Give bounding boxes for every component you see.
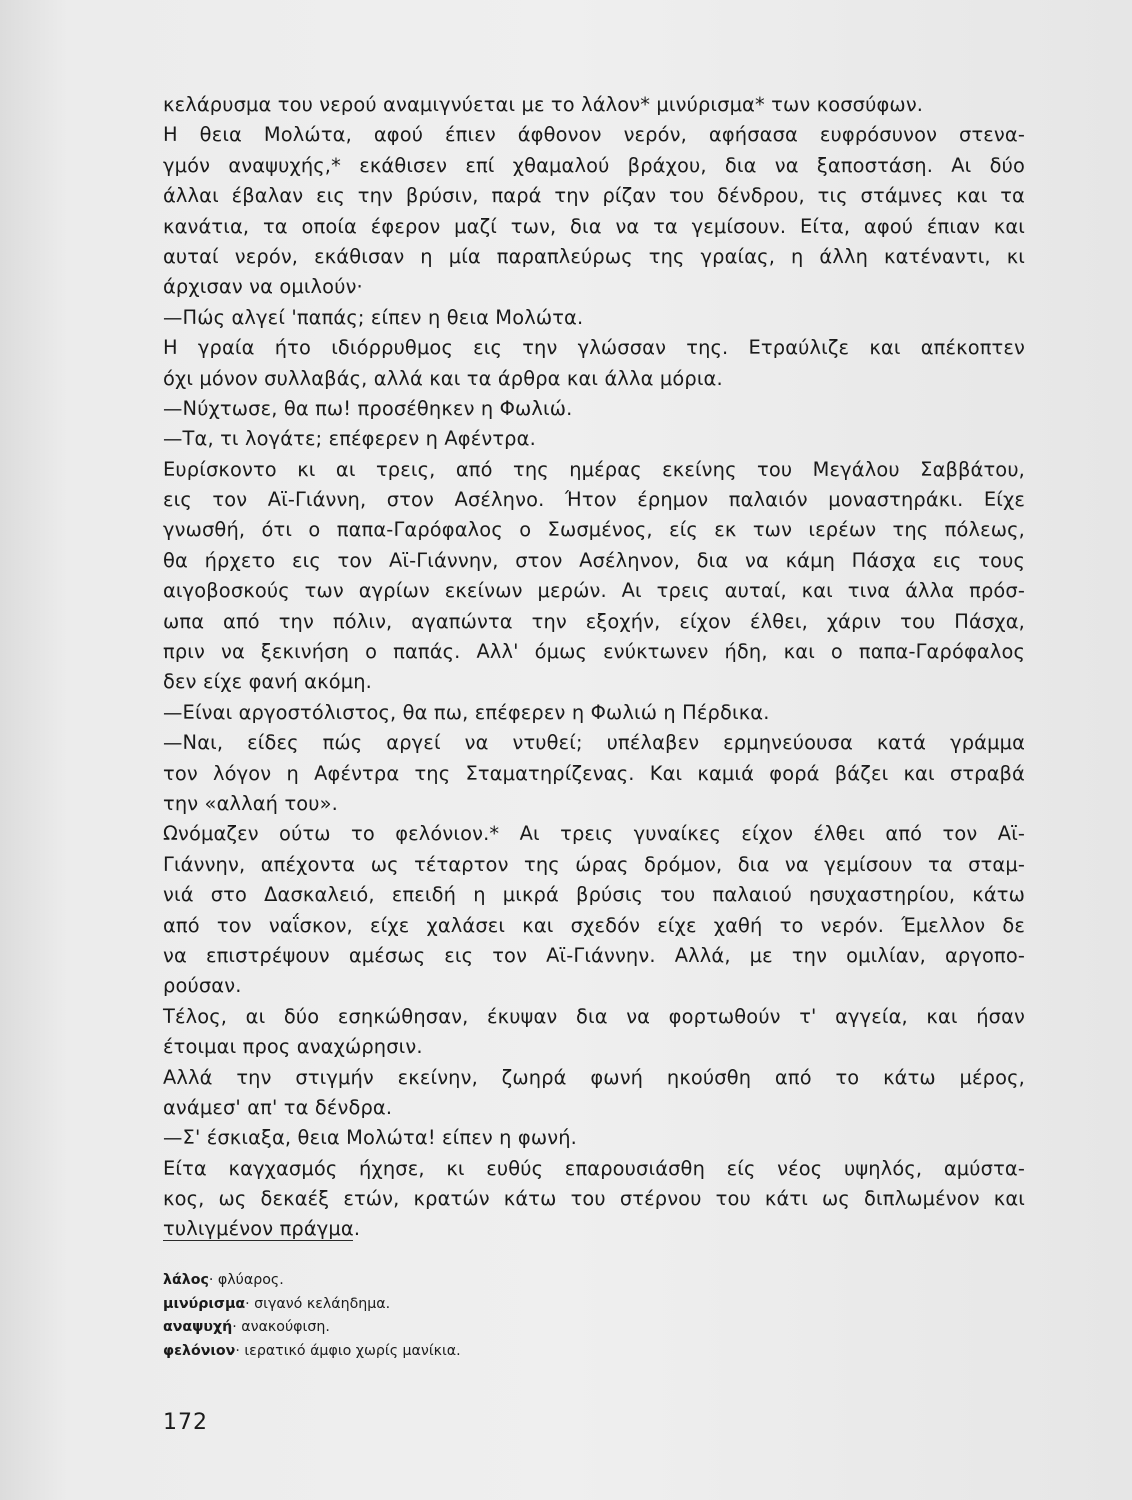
text-line: θα ήρχετο εις τον Αϊ-Γιάννην, στον Ασέληνον, δια να κάμη Πάσχα εις τους xyxy=(163,548,1025,572)
text-line: —Πώς αλγεί 'παπάς; είπεν η θεια Μολώτα. xyxy=(163,305,584,329)
footnote-separator: · xyxy=(208,1272,218,1288)
footnote-term: φελόνιον xyxy=(163,1342,236,1359)
text-line: γνωσθή, ότι ο παπα-Γαρόφαλος ο Σωσμένος, είς εκ των ιερέων της πόλεως, xyxy=(163,518,1025,542)
footnote-definition: σιγανό κελάηδημα. xyxy=(254,1295,391,1312)
text-line: αυταί νερόν, εκάθισαν η μία παραπλεύρως της γραίας, η άλλη κατέναντι, κι xyxy=(163,244,1025,268)
text-line: από τον ναΐσκον, είχε χαλάσει και σχεδόν είχε χαθή το νερόν. Έμελλον δε xyxy=(163,913,1025,937)
text-line: Αλλά την στιγμήν εκείνην, ζωηρά φωνή ηκούσθη από το κάτω μέρος, xyxy=(163,1065,1025,1089)
text-line: —Τα, τι λογάτε; επέφερεν η Αφέντρα. xyxy=(163,427,536,451)
text-line: —Νύχτωσε, θα πω! προσέθηκεν η Φωλιώ. xyxy=(163,396,573,420)
text-line: γμόν αναψυχής,* εκάθισεν επί χθαμαλού βράχου, δια να ξαποστάση. Αι δύο xyxy=(163,153,1025,177)
text-line: κος, ως δεκαέξ ετών, κρατών κάτω του στέρνου του κάτι ως διπλωμένον και xyxy=(163,1187,1025,1211)
text-line: Είτα καγχασμός ήχησε, κι ευθύς επαρουσιάσθη είς νέος υψηλός, αμύστα- xyxy=(163,1156,1025,1180)
footnote xyxy=(163,1269,763,1293)
footnote xyxy=(163,1316,763,1340)
footnotes xyxy=(163,1269,763,1363)
text-line: Ευρίσκοντο κι αι τρεις, από της ημέρας εκείνης του Μεγάλου Σαββάτου, xyxy=(163,457,1025,481)
text-line: πριν να ξεκινήση ο παπάς. Αλλ' όμως ενύκτωνεν ήδη, και ο παπα-Γαρόφαλος xyxy=(163,640,1025,664)
text-line: Η θεια Μολώτα, αφού έπιεν άφθονον νερόν, αφήσασα ευφρόσυνον στενα- xyxy=(163,123,1025,147)
text-line: έτοιμαι προς αναχώρησιν. xyxy=(163,1035,423,1059)
text-line: Ωνόμαζεν ούτω το φελόνιον.* Αι τρεις γυναίκες είχον έλθει από τον Αϊ- xyxy=(163,822,1025,846)
footnote-definition: φλύαρος. xyxy=(217,1272,284,1288)
text-line: την «αλλαή του». xyxy=(163,791,338,815)
text-line: ρούσαν. xyxy=(163,974,242,998)
text-line: ανάμεσ' απ' τα δένδρα. xyxy=(163,1095,393,1119)
footnote-separator: · xyxy=(245,1295,255,1312)
footnote-term: λάλος xyxy=(163,1272,209,1288)
text-line: Τέλος, αι δύο εσηκώθησαν, έκυψαν δια να φορτωθούν τ' αγγεία, και ήσαν xyxy=(163,1004,1025,1028)
footnote-term: αναψυχή xyxy=(163,1319,233,1335)
footnote-definition: ιερατικό άμφιο χωρίς μανίκια. xyxy=(244,1342,461,1359)
text-line: κανάτια, τα οποία έφερον μαζί των, δια να τα γεμίσουν. Είτα, αφού έπιαν και xyxy=(163,214,1025,238)
footnote-rule xyxy=(163,1240,353,1241)
footnote-separator: · xyxy=(235,1342,245,1359)
text-line: —Ναι, είδες πώς αργεί να ντυθεί; υπέλαβεν ερμηνεύουσα κατά γράμμα xyxy=(163,731,1025,755)
text-line: ωπα από την πόλιν, αγαπώντα την εξοχήν, είχον έλθει, χάριν του Πάσχα, xyxy=(163,609,1025,633)
text-line: άρχισαν να ομιλούν· xyxy=(163,275,363,299)
text-line: τον λόγον η Αφέντρα της Σταματηρίζενας. Και καμιά φορά βάζει και στραβά xyxy=(163,761,1025,785)
text-line: να επιστρέψουν αμέσως εις τον Αϊ-Γιάννην. Αλλά, με την ομιλίαν, αργοπο- xyxy=(163,943,1025,967)
text-line: δεν είχε φανή ακόμη. xyxy=(163,670,372,694)
text-line: κελάρυσμα του νερού αναμιγνύεται με το λάλον* μινύρισμα* των κοσσύφων. xyxy=(163,93,924,116)
text-line: νιά στο Δασκαλειό, επειδή η μικρά βρύσις του παλαιού ησυχαστηρίου, κάτω xyxy=(163,883,1025,907)
text-line: Η γραία ήτο ιδιόρρυθμος εις την γλώσσαν της. Ετραύλιζε και απέκοπτεν xyxy=(163,336,1025,360)
text-line: άλλαι έβαλαν εις την βρύσιν, παρά την ρίζαν του δένδρου, τις στάμνες και τα xyxy=(163,184,1025,208)
text-line: όχι μόνον συλλαβάς, αλλά και τα άρθρα και άλλα μόρια. xyxy=(163,366,723,390)
text-line: —Σ' έσκιαξα, θεια Μολώτα! είπεν η φωνή. xyxy=(163,1126,577,1150)
text-line: εις τον Αϊ-Γιάννη, στον Ασέληνο. Ήτον έρημον παλαιόν μοναστηράκι. Είχε xyxy=(163,488,1025,512)
text-line: τυλιγμένον πράγμα. xyxy=(163,1217,361,1241)
footnote-term: μινύρισμα xyxy=(163,1295,246,1312)
page-number: 172 xyxy=(163,1410,208,1435)
footnote xyxy=(163,1293,763,1317)
body-text xyxy=(163,90,1025,1245)
text-line: αιγοβοσκούς των αγρίων εκείνων μερών. Αι τρεις αυταί, και τινα άλλα πρόσ- xyxy=(163,579,1025,603)
footnote xyxy=(163,1340,763,1364)
footnote-definition: ανακούφιση. xyxy=(241,1319,330,1335)
text-line: —Είναι αργοστόλιστος, θα πω, επέφερεν η Φωλιώ η Πέρδικα. xyxy=(163,700,770,724)
footnote-separator: · xyxy=(232,1319,242,1335)
text-line: Γιάννην, απέχοντα ως τέταρτον της ώρας δρόμον, δια να γεμίσουν τα σταμ- xyxy=(163,852,1025,876)
